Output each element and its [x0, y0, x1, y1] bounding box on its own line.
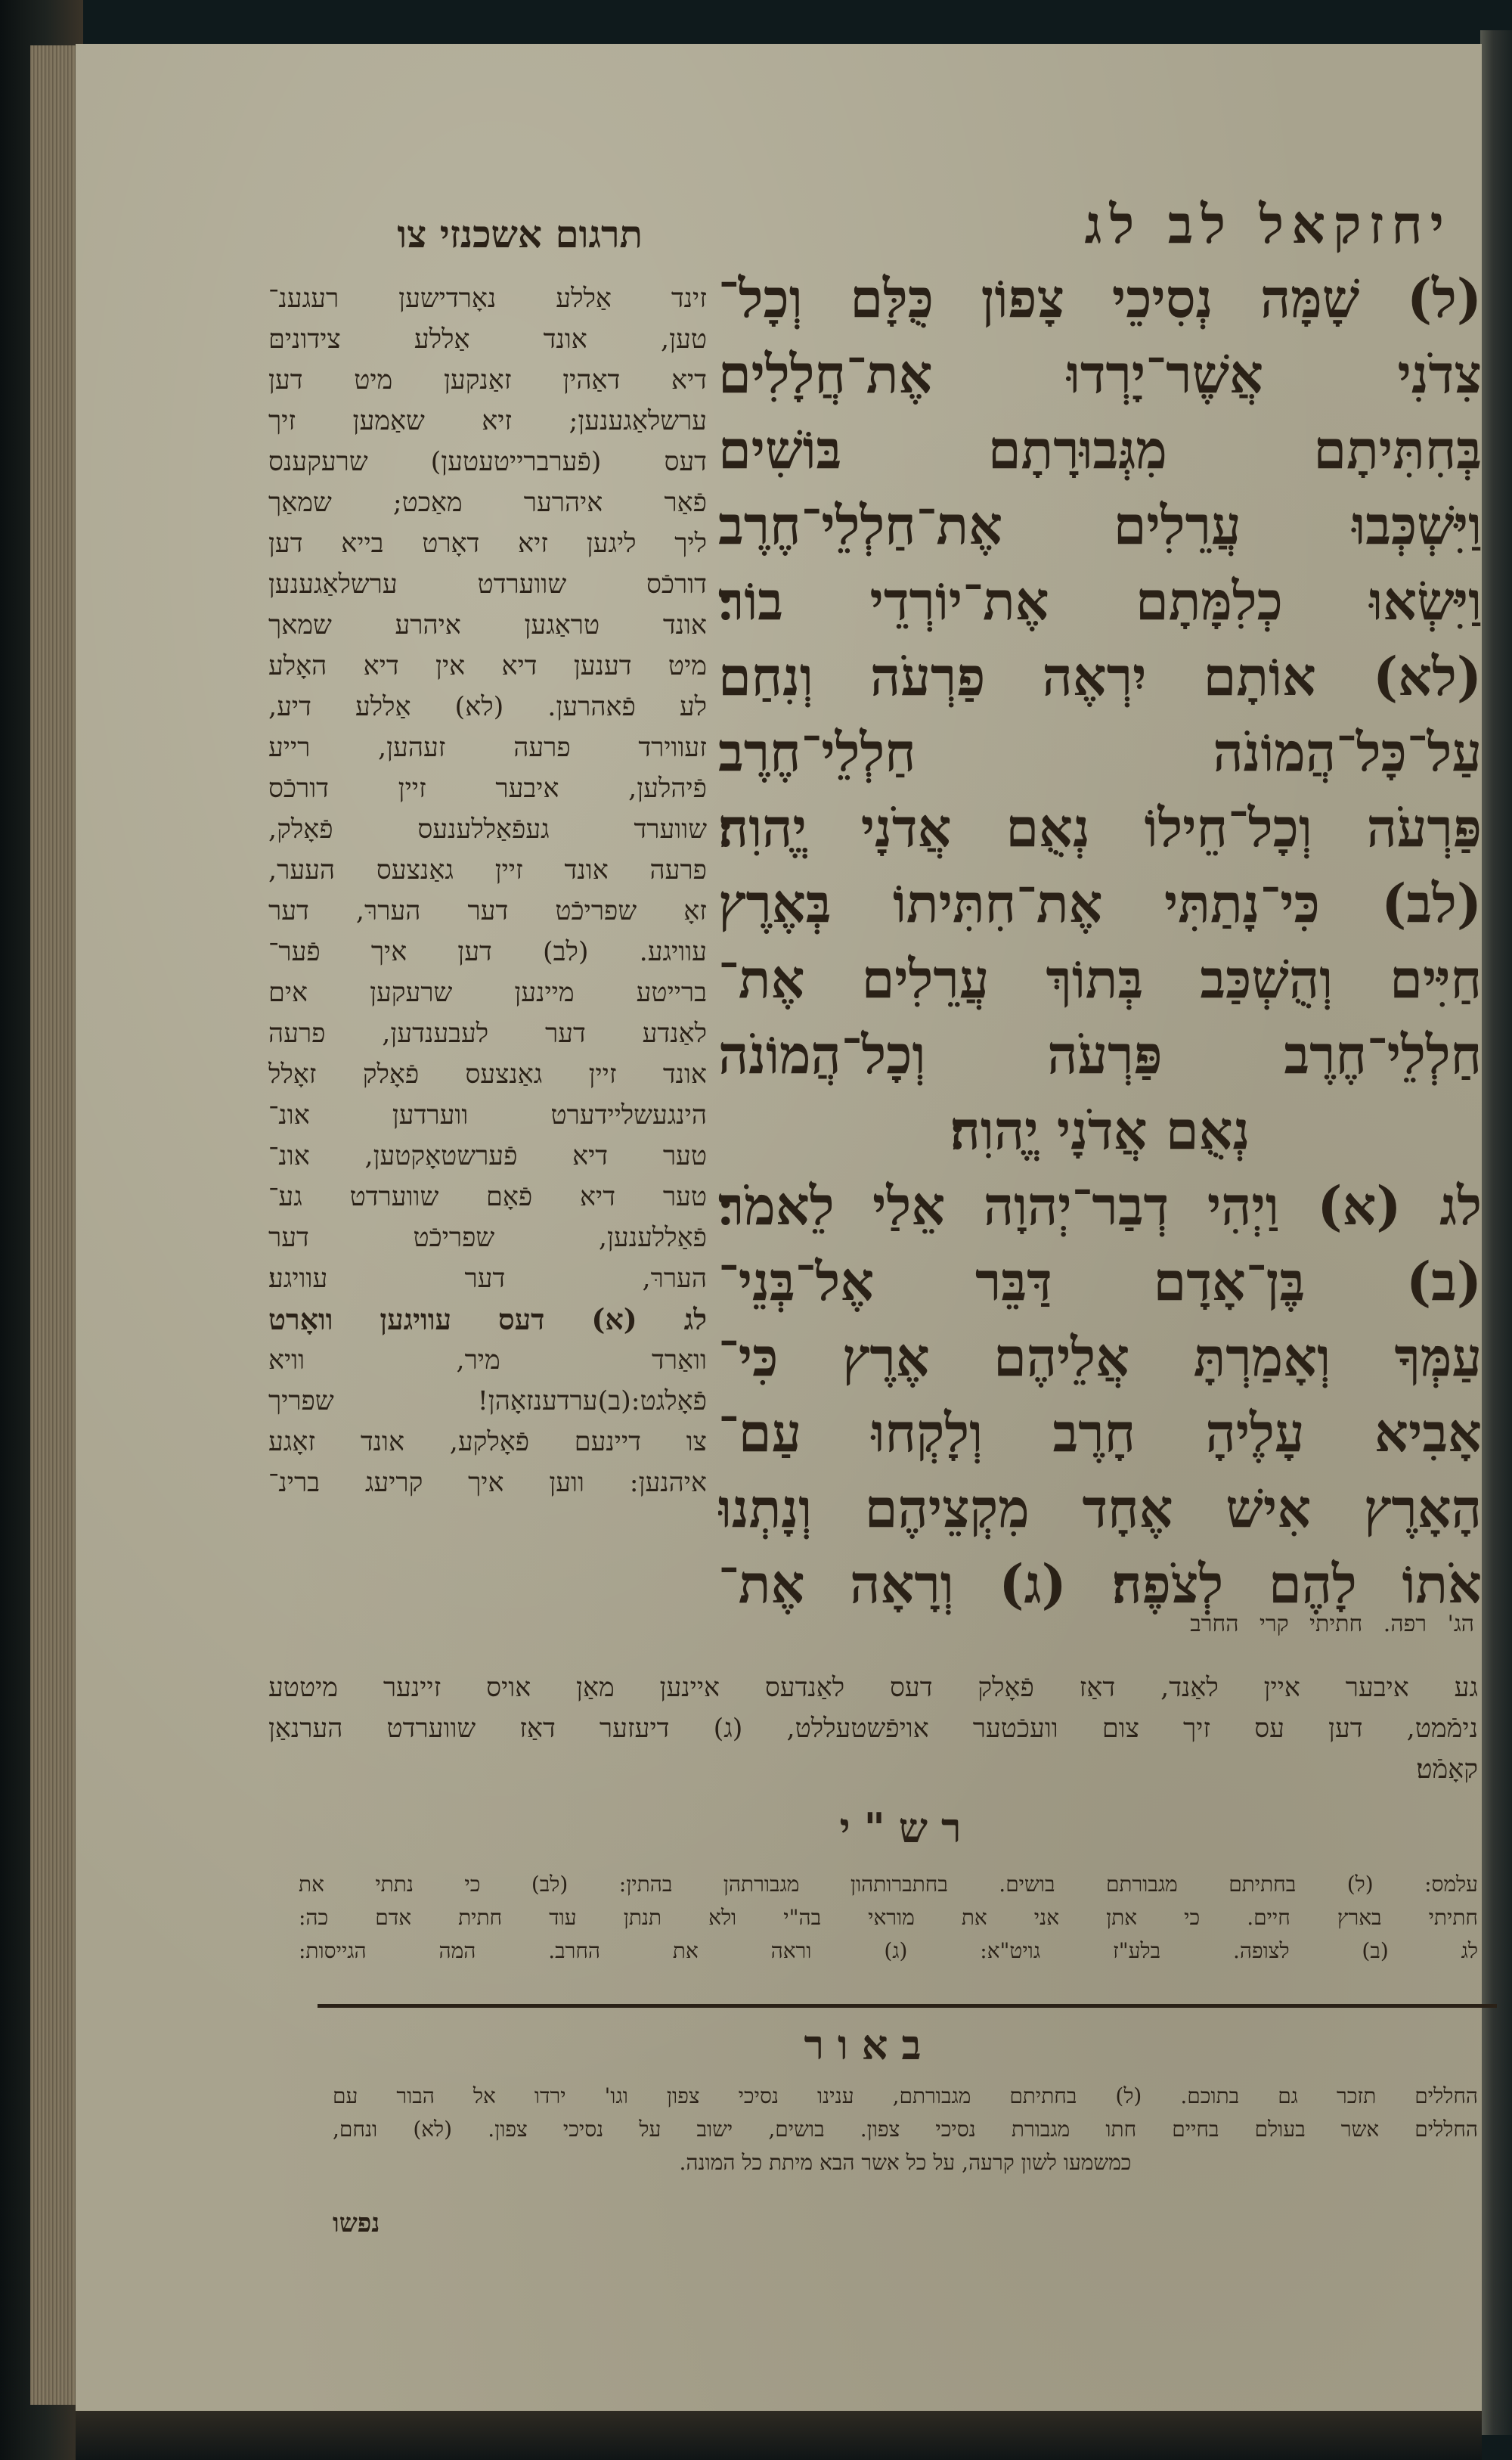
section-divider	[318, 2004, 1497, 2008]
translation-line: פֿאָלגט:(ב)ערדענזאָהן! שפריך	[268, 1386, 707, 1416]
hebrew-line: חַיִּים וְהֻשְׁכַּב בְּתוֹךְ עֲרֵלִים אֶת־	[718, 948, 1482, 1010]
hebrew-line: לג (א) וַיְהִי דְבַר־יְהוָה אֵלַי לֵאמֹר׃	[718, 1174, 1482, 1237]
translation-line: קאָמֿט׃	[1416, 1754, 1478, 1785]
translation-line: צו דיינעם פֿאָלקע, אונד זאָגע	[268, 1427, 707, 1457]
hebrew-line: (ל) שָׁמָּה נְסִיכֵי צָפוֹן כֻּלָּם וְכָל־	[718, 267, 1482, 330]
translation-line: פֿאַללענען, שפריכֿט דער	[268, 1223, 707, 1253]
hebrew-line: אָבִיא עָלֶיהָ חָרֶב וְלָקְחוּ עַם־	[718, 1401, 1482, 1464]
hebrew-line: בְּחִתִּיתָם מִגְּבוּרָתָם בּוֹשִׁים	[718, 418, 1482, 481]
hebrew-line: עַל־כָּל־הֲמוֹנֹה חַלְלֵי־חֶרֶב	[718, 721, 1482, 783]
translation-line: לע פֿאהרען. (לא) אַללע דיע,	[268, 692, 707, 722]
translation-line: עוויגע. (לב) דען איך פֿער־	[268, 937, 707, 967]
translation-line: דעס (פֿערברייטעטען) שרעקענס	[268, 447, 707, 477]
masoretic-note: הג' רפה. חתיתי קרי החרב	[1190, 1611, 1474, 1637]
hebrew-line: חַלְלֵי־חֶרֶב פַּרְעֹה וְכָל־הֲמוֹנֹה	[718, 1023, 1482, 1086]
translation-line: דיא דאַהין זאַנקען מיט דען	[268, 365, 707, 396]
translation-line: טער דיא פֿאָם שווערדט גע־	[268, 1182, 707, 1212]
translation-line: זינד אַללע נאָרדישען רעגענ־	[268, 284, 707, 314]
translation-line: פרעה אונד זיין גאַנצעס העער,	[268, 855, 707, 886]
biur-heading: באור	[804, 2021, 935, 2069]
signature-mark: נפשו	[333, 2208, 380, 2238]
biur-commentary	[333, 2080, 1478, 2179]
book-edge-right	[1480, 30, 1512, 2435]
biur-line: החללים אשר בעולם בחיים חתו מגבורת נסיכי צפון. בושים, ישוב על נסיכי צפון. (לא) ונחם,	[333, 2117, 1478, 2142]
translation-line: לג (א) דעס עוויגען וואָרט	[268, 1302, 707, 1336]
rashi-line: לג (ב) לצופה. בלע"ז גויט"א: (ג) וראה את החרב. המה הגייסות:	[299, 1938, 1478, 1963]
translation-line: ליך ליגען זיא דאָרט בייא דען	[268, 529, 707, 559]
hebrew-line: עַמְּךָ וְאָמַרְתָּ אֲלֵיהֶם אֶרֶץ כִּי־	[718, 1326, 1482, 1388]
translation-line: איהנען: ווען איך קריעג ברינ־	[268, 1468, 707, 1498]
translation-line: דורכֿס שווערדט ערשלאַגענען	[268, 569, 707, 600]
translation-line: מיט דענען דיא אין דיא האָלע	[268, 651, 707, 681]
translation-line: אונד זיין גאַנצעס פֿאָלק זאָלל	[268, 1059, 707, 1090]
translation-line: פֿאַר איהרער מאַכט; שמאַך	[268, 488, 707, 518]
rashi-heading: רש"י	[839, 1804, 975, 1852]
translation-line: העררּ, דער עוויגע׃	[268, 1264, 707, 1294]
translation-line: טען, אונד אַללע צידוניםּ	[268, 324, 707, 355]
translation-line: פֿיהלען, איבער זיין דורכֿס	[268, 774, 707, 804]
rashi-line: עלמס: (ל) בחתיתם מגבורתם בושים. בחתברותהון מגבורתהן בהתין: (לב) כי נתתי את	[299, 1872, 1478, 1897]
biur-line: החללים תזכר גם בתוכם. (ל) בחתיתם מגבורתם, ענינו נסיכי צפון וגו' ירדו אל הבור עם	[333, 2083, 1478, 2108]
rashi-commentary	[299, 1868, 1478, 1968]
book-edge-bottom	[76, 2411, 1482, 2460]
biur-line: כמשמעו לשון קרעה, על כל אשר הבא מיתת כל המונה.	[679, 2150, 1132, 2175]
translation-line: שווערד געפֿאַללענעס פֿאָלק,	[268, 814, 707, 845]
hebrew-line: הָאָרֶץ אִישׁ אֶחָד מִקְצֵיהֶם וְנָתְנוּ	[718, 1477, 1482, 1540]
translation-line: נימֿמט, דען עס זיך צום וועכֿטער אויפֿשטעללט, (ג) דיעזער דאַז שווערדט הערנאַן	[268, 1714, 1478, 1744]
hebrew-line: נְאֻם אֲדֹנָי יֱהוִה׃	[950, 1099, 1250, 1162]
hebrew-line: וַיִּשְׂאוּ כְלִמָּתָם אֶת־יוֹרְדֵי בוֹר׃	[718, 569, 1482, 632]
hebrew-line: (ב) בֶּן־אָדָם דַּבֵּר אֶל־בְּנֵי־	[718, 1250, 1482, 1313]
hebrew-line: אֹתוֹ לָהֶם לְצֹפֶה׃ (ג) וְרָאָה אֶת־	[718, 1553, 1482, 1615]
translation-line: לאַנדע דער לעבענדען, פרעה	[268, 1019, 707, 1049]
hebrew-line: וַיִּשְׁכְּבוּ עֲרֵלִים אֶת־חַלְלֵי־חֶרֶב	[718, 494, 1482, 557]
translation-line: אונד טראַגען איהרע שמאך	[268, 610, 707, 641]
translation-line: טער דיא פֿערשטאָקטען, אונ־	[268, 1141, 707, 1171]
running-head-book: יחזקאל לב לג	[1084, 193, 1452, 256]
hebrew-text-column	[718, 261, 1482, 1622]
hebrew-line: (לא) אוֹתָם יִרְאֶה פַרְעֹה וְנִחַם	[718, 645, 1482, 708]
translation-line: גע איבער איין לאַנד, דאַז פֿאָלק דעס לאַנדעס איינען מאַן אויס זיינער מיטטע	[268, 1673, 1478, 1703]
translation-line: זעווירד פרעה זעהען, רייע	[268, 733, 707, 763]
translation-line: הינגעשליידערט ווערדען אונ־	[268, 1100, 707, 1131]
hebrew-line: צִדֹנִי אֲשֶׁר־יָרְדוּ אֶת־חֲלָלִים	[718, 343, 1482, 405]
translation-column	[268, 278, 707, 1503]
translation-continuation	[268, 1667, 1478, 1790]
rashi-line: חתיתי בארץ חיים. כי אתן אני את מוראי בה"י ולא תנתן עוד חתית אדם כה:	[299, 1905, 1478, 1930]
running-head-translation: תרגום אשכנזי צו	[397, 212, 643, 256]
translation-line: ברייטע מיינען שרעקען אים	[268, 978, 707, 1008]
hebrew-line: פַּרְעֹה וְכָל־חֵילוֹ נְאֻם אֲדֹנָי יֱהוִה׃	[718, 796, 1482, 859]
translation-line: זאָ שפריכֿט דער העררּ, דער	[268, 896, 707, 926]
translation-line: וואַרד מיר, וויא	[268, 1345, 707, 1376]
translation-line: ערשלאַגענען; זיא שאַמען זיך	[268, 406, 707, 436]
hebrew-line: (לב) כִּי־נָתַתִּי אֶת־חִתִּיתוֹ בְּאֶרֶץ	[718, 872, 1482, 935]
